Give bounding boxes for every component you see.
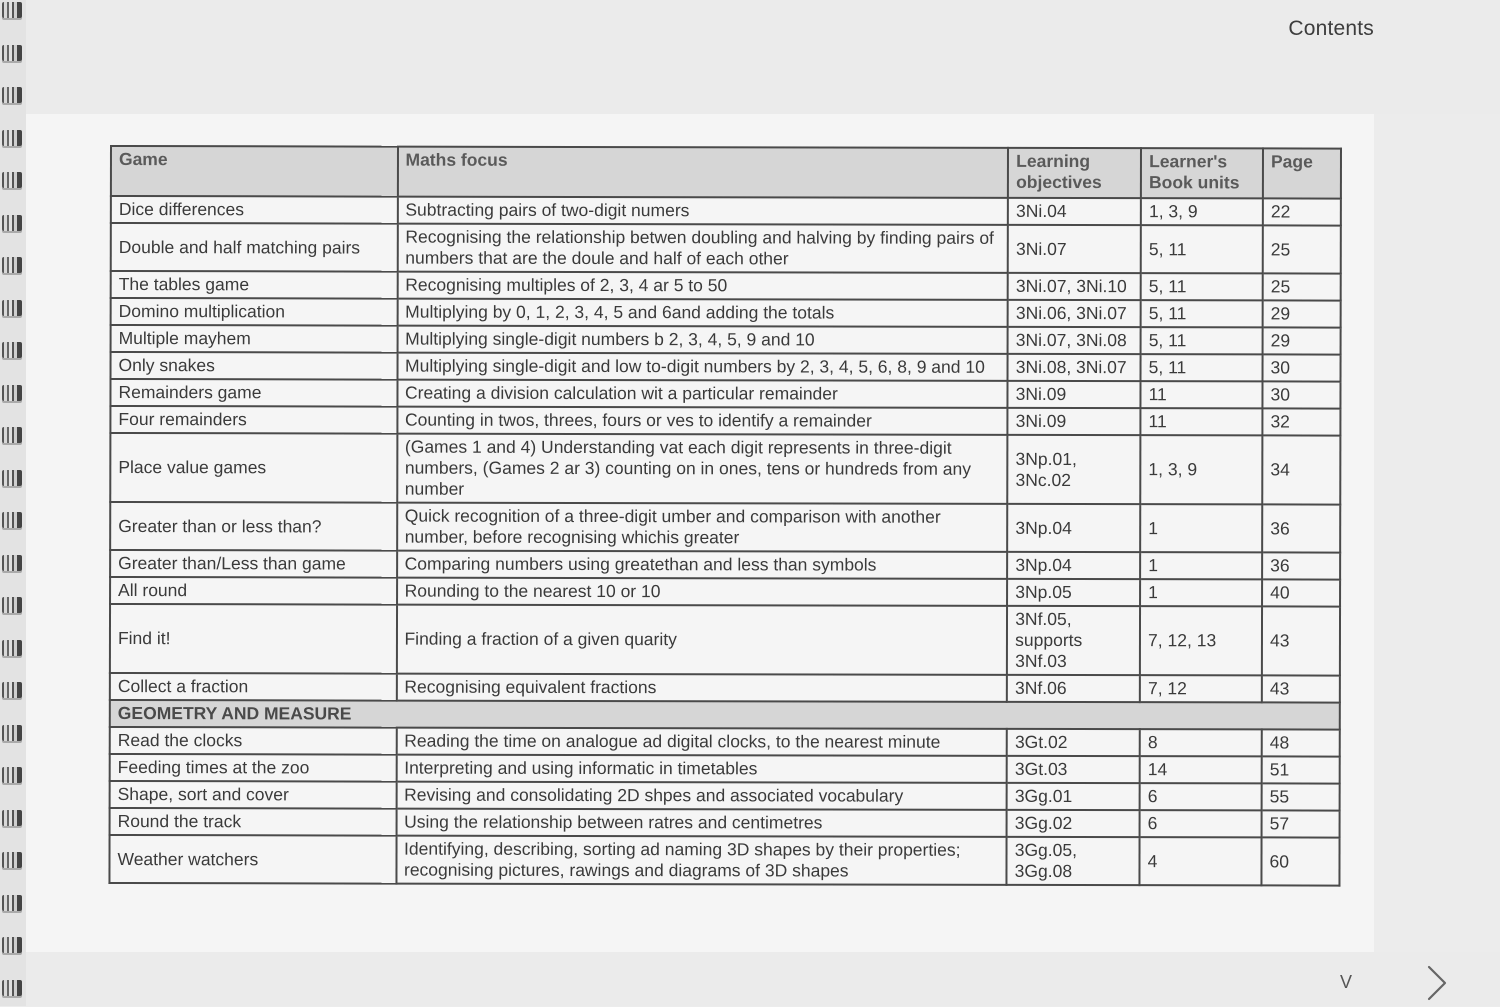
- cell-game: Feeding times at the zoo: [110, 754, 397, 782]
- cell-learning-objectives: 3Np.01, 3Nc.02: [1007, 435, 1140, 504]
- cell-book-units: 7, 12: [1140, 675, 1262, 702]
- cell-learning-objectives: 3Np.04: [1007, 504, 1140, 552]
- cell-maths-focus: Recognising the relationship betwen doubling and halving by finding pairs of numbers that are the doule and half of each other: [397, 224, 1008, 273]
- cell-page: 51: [1262, 756, 1340, 783]
- cell-book-units: 1: [1140, 579, 1262, 606]
- cell-learning-objectives: 3Ni.04: [1008, 198, 1141, 225]
- column-header-page: Page: [1263, 148, 1341, 198]
- cell-page: 32: [1262, 408, 1340, 435]
- column-header-maths-focus: Maths focus: [397, 147, 1008, 198]
- cell-page: 60: [1261, 837, 1339, 885]
- table-row: [111, 325, 1341, 355]
- cell-page: 57: [1262, 810, 1340, 837]
- cell-maths-focus: Interpreting and using informatic in timetables: [396, 755, 1007, 783]
- cell-page: 36: [1262, 552, 1340, 579]
- table-row: [111, 223, 1341, 274]
- cell-page: 55: [1262, 783, 1340, 810]
- cell-learning-objectives: 3Gg.01: [1007, 783, 1140, 810]
- column-header-game: Game: [111, 146, 398, 197]
- cell-game: Find it!: [110, 604, 397, 674]
- cell-maths-focus: Rounding to the nearest 10 or 10: [397, 578, 1008, 606]
- cell-learning-objectives: 3Ni.07, 3Ni.08: [1008, 327, 1141, 354]
- table-row: [110, 808, 1340, 838]
- cell-learning-objectives: 3Nf.06: [1007, 675, 1140, 702]
- column-header-learning-objectives: Learning objectives: [1008, 148, 1141, 198]
- cell-page: 48: [1262, 729, 1340, 756]
- cell-game: Read the clocks: [110, 727, 397, 755]
- cell-learning-objectives: 3Gt.03: [1007, 756, 1140, 783]
- table-row: [110, 502, 1340, 553]
- cell-book-units: 7, 12, 13: [1140, 606, 1262, 675]
- cell-book-units: 11: [1141, 408, 1263, 435]
- cell-book-units: 5, 11: [1141, 300, 1263, 327]
- column-header-book-units: Learner's Book units: [1141, 148, 1263, 198]
- table-row: [111, 298, 1341, 328]
- cell-game: Four remainders: [110, 406, 397, 434]
- table-row: [110, 604, 1340, 676]
- cell-game: Collect a fraction: [110, 673, 397, 701]
- table-row: [110, 781, 1340, 811]
- table-row: [109, 835, 1339, 886]
- table-row: [111, 196, 1341, 226]
- cell-game: Multiple mayhem: [111, 325, 398, 353]
- cell-book-units: 5, 11: [1141, 225, 1263, 273]
- cell-maths-focus: Revising and consolidating 2D shpes and associated vocabulary: [396, 782, 1007, 810]
- cell-game: Double and half matching pairs: [111, 223, 398, 272]
- cell-book-units: 8: [1140, 729, 1262, 756]
- cell-book-units: 1, 3, 9: [1141, 198, 1263, 225]
- cell-maths-focus: Reading the time on analogue ad digital clocks, to the nearest minute: [396, 728, 1007, 756]
- cell-learning-objectives: 3Np.04: [1007, 552, 1140, 579]
- cell-page: 40: [1262, 579, 1340, 606]
- cell-game: Only snakes: [111, 352, 398, 380]
- cell-page: 30: [1263, 354, 1341, 381]
- cell-learning-objectives: 3Np.05: [1007, 579, 1140, 606]
- table-row: [110, 727, 1340, 757]
- cell-book-units: 1, 3, 9: [1140, 435, 1262, 504]
- table-row: [110, 406, 1340, 436]
- cell-learning-objectives: 3Ni.07, 3Ni.10: [1008, 273, 1141, 300]
- cell-maths-focus: Using the relationship between ratres and centimetres: [396, 809, 1007, 837]
- cell-maths-focus: Multiplying single-digit and low to-digit numbers by 2, 3, 4, 5, 6, 8, 9 and 10: [397, 353, 1008, 381]
- cell-page: 29: [1263, 327, 1341, 354]
- cell-game: Greater than or less than?: [110, 502, 397, 551]
- table-row: [111, 271, 1341, 301]
- cell-maths-focus: Subtracting pairs of two-digit numers: [397, 197, 1008, 225]
- cell-book-units: 5, 11: [1141, 327, 1263, 354]
- cell-book-units: 1: [1140, 552, 1262, 579]
- cell-game: Remainders game: [110, 379, 397, 407]
- cell-page: 29: [1263, 300, 1341, 327]
- cell-maths-focus: Multiplying single-digit numbers b 2, 3, 4, 5, 9 and 10: [397, 326, 1008, 354]
- cell-maths-focus: Recognising multiples of 2, 3, 4 ar 5 to 50: [397, 272, 1008, 300]
- cell-game: The tables game: [111, 271, 398, 299]
- cell-book-units: 1: [1140, 504, 1262, 552]
- cell-learning-objectives: 3Ni.08, 3Ni.07: [1008, 354, 1141, 381]
- cell-game: Greater than/Less than game: [110, 550, 397, 578]
- cell-game: All round: [110, 577, 397, 605]
- cell-maths-focus: Comparing numbers using greatethan and less than symbols: [397, 551, 1008, 579]
- cell-page: 30: [1262, 381, 1340, 408]
- table-row: [110, 673, 1340, 703]
- cell-learning-objectives: 3Ni.07: [1008, 225, 1141, 273]
- section-heading: GEOMETRY AND MEASURE: [110, 700, 1340, 730]
- cell-learning-objectives: 3Ni.09: [1008, 381, 1141, 408]
- cell-maths-focus: Identifying, describing, sorting ad naming 3D shapes by their properties; recognising pictures, rawings and diagrams of 3D shapes: [396, 836, 1007, 885]
- cell-game: Round the track: [110, 808, 397, 836]
- page-number: V: [1340, 972, 1353, 992]
- cell-game: Shape, sort and cover: [110, 781, 397, 809]
- cell-game: Dice differences: [111, 196, 398, 224]
- table-row: [110, 433, 1340, 505]
- contents-table: [108, 145, 1342, 887]
- cell-maths-focus: (Games 1 and 4) Understanding vat each digit represents in three-digit numbers, (Games 2 ar 3) counting on in ones, tens or hundreds from any number: [397, 434, 1008, 504]
- cell-maths-focus: Finding a fraction of a given quarity: [396, 605, 1007, 675]
- cell-learning-objectives: 3Ni.06, 3Ni.07: [1008, 300, 1141, 327]
- chevron-right-icon[interactable]: [1424, 964, 1450, 1002]
- cell-maths-focus: Creating a division calculation wit a particular remainder: [397, 380, 1008, 408]
- section-row: [110, 700, 1340, 730]
- cell-learning-objectives: 3Ni.09: [1008, 408, 1141, 435]
- cell-maths-focus: Recognising equivalent fractions: [396, 674, 1007, 702]
- cell-book-units: 5, 11: [1141, 354, 1263, 381]
- cell-game: Domino multiplication: [111, 298, 398, 326]
- cell-learning-objectives: 3Gt.02: [1007, 729, 1140, 756]
- cell-maths-focus: Counting in twos, threes, fours or ves to identify a remainder: [397, 407, 1008, 435]
- page-top-area: [26, 0, 1500, 114]
- cell-page: 36: [1262, 504, 1340, 552]
- cell-learning-objectives: 3Gg.02: [1007, 810, 1140, 837]
- cell-page: 43: [1262, 606, 1340, 675]
- page-title: Contents: [1288, 17, 1374, 40]
- table-row: [110, 754, 1340, 784]
- cell-maths-focus: Quick recognition of a three-digit umber and comparison with another number, before recognising whichis greater: [397, 503, 1008, 552]
- cell-book-units: 11: [1141, 381, 1263, 408]
- table-row: [110, 550, 1340, 580]
- cell-page: 25: [1263, 225, 1341, 273]
- table-row: [111, 352, 1341, 382]
- cell-maths-focus: Multiplying by 0, 1, 2, 3, 4, 5 and 6and adding the totals: [397, 299, 1008, 327]
- table-row: [110, 379, 1340, 409]
- cell-book-units: 5, 11: [1141, 273, 1263, 300]
- table-header-row: [111, 146, 1341, 199]
- cell-page: 43: [1262, 675, 1340, 702]
- cell-learning-objectives: 3Gg.05, 3Gg.08: [1007, 837, 1140, 885]
- cell-book-units: 6: [1140, 810, 1262, 837]
- cell-page: 34: [1262, 435, 1340, 504]
- page-bottom-area: [26, 952, 1500, 1006]
- cell-page: 25: [1263, 273, 1341, 300]
- spiral-binding-icon: [0, 0, 26, 1006]
- table-row: [110, 577, 1340, 607]
- cell-book-units: 6: [1140, 783, 1262, 810]
- cell-learning-objectives: 3Nf.05, supports 3Nf.03: [1007, 606, 1140, 675]
- cell-book-units: 4: [1140, 837, 1262, 885]
- cell-book-units: 14: [1140, 756, 1262, 783]
- cell-page: 22: [1263, 198, 1341, 225]
- cell-game: Weather watchers: [109, 835, 396, 884]
- cell-game: Place value games: [110, 433, 397, 503]
